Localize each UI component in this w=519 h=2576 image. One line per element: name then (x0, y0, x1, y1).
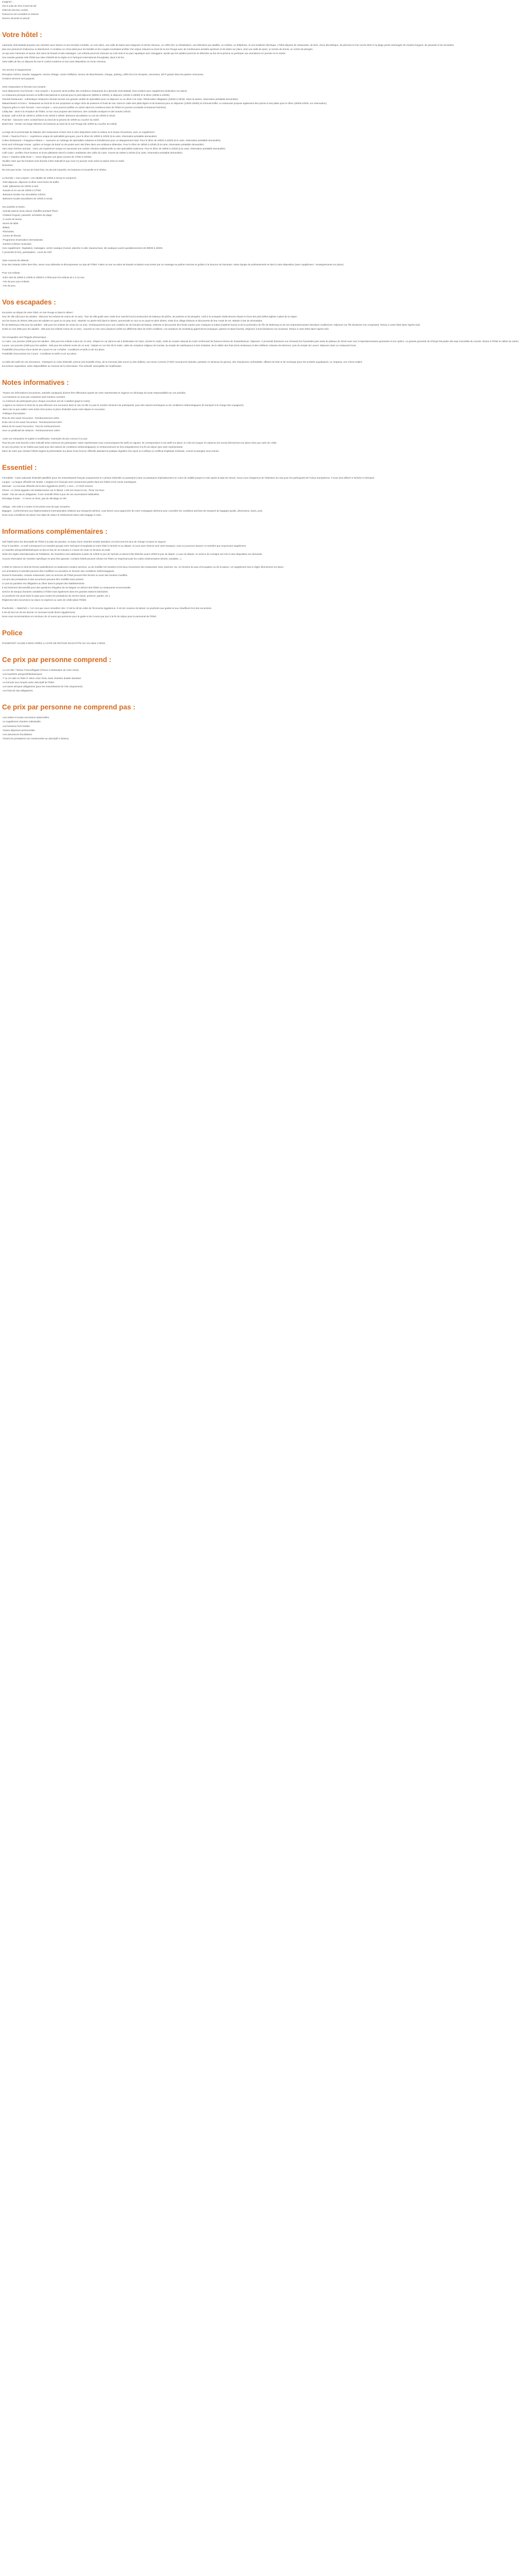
text-line: Tour de ville (3h) pour les adultes : 30€ pour les enfants de moins de 12 ans) : Tour de ville guidé avec visite d'un marché local (construction de bateaux de pêche, de poteries et de plongée). Arrêt à la mosquée Abdel Monem Riyad et d'une des plus belles églises coptes de la région. (2, 315, 298, 318)
text-line: Louxor, une journée (100€ pour les adultes - 50€ pour les enfants moins de 12 ans) : Départ en car très tôt le matin, visite du complexe religieux de Karnak, du temple de Hatshepsout à Deir el-Bahari, de la Vallée des Rois (trois tombeaux) et des célèbres colosses de Memnon, puis du temple de Louxor. Déjeuner dans un restaurant local. (2, 344, 356, 347)
text-line: Pour vos enfants : (2, 272, 22, 275)
intro-line: Service sécurisé et amical (2, 17, 30, 20)
excursions-content (2, 311, 519, 369)
text-line: Santé : Pas de vaccin obligatoire. Il est conseillé d'être à jour de vos vaccinations habituelles. (2, 493, 100, 496)
list-item: -Les transferts aéroport/hôtel/aéroport. (2, 673, 43, 676)
text-line: Voltage : 220 volts à 4 mains et les prises sont de type européen. (2, 505, 71, 509)
text-line: Possibilité d'excursions sur 2 jours : Conditions et tarifs à voir sur place. (2, 352, 77, 355)
text-line: -Grande piscine d'eau douce chauffée pendant l'hiver. (2, 209, 59, 212)
text-line: Climat : Le climat égyptien est méditerranéen sur le littoral. L'été est chaud et sec, l'hiver est doux. (2, 489, 105, 492)
text-line: Veuillez noter que les horaires sont donnés à titre indicatif et que vous n'y pouvez venir selon la saison et/ou le soleil. (2, 160, 125, 163)
paragraph (2, 476, 388, 501)
text-line: Labranda Club Makadi propose une chambre avec balcon et une terrasse meublée, un coin salon, une salle de bains avec baignoire et sèche-cheveux, un coffre-fort, la climatisation, une télévision par satellite, un minibar, un téléphone, et une bouilloire électrique. L'hôtel dispose de restaurants, de bars, d'une discothèque, de piscines et d'un accès direct à la plage privée aménagée de chaises longues, de parasols et de serviettes. (2, 44, 455, 47)
intro-line: Partout lui est considéré et réservé (2, 13, 39, 16)
text-line: -Politique d'annulation : (2, 412, 27, 415)
text-line: Ensuite, café et thé de 10h00 à 12h00 et de 15h00 à 18h00. Boissons alcoolisées ou non de 10h00 à minuit. (2, 114, 116, 117)
text-line: un spa avec hammam et sauna, des soins de beauté et des massages. Les enfants pourront s'amuser au mini-club et au parc aquatique avec toboggans, tandis que les adultes pourront se détendre au bar de la piscine ou participer aux animations en journée et en soirée. (2, 52, 286, 55)
text-line: Formalités : Carte nationale d'identité plastifiée (pour les ressortissants français uniquement) et 2 photos d'identité ou passeport (carte ou passeport impérativement en cours de validité jusqu'à 6 mois après la date de retour). Nous vous chargerons de l'obtention du visa pour les participants de l'Union Européenne. Il vous sera délivré à l'arrivée à l'aéroport. (2, 476, 375, 479)
text-line: Les animations et activités peuvent être modifiées ou annulées en fonction des conditions météorologiques. (2, 569, 115, 572)
text-line: Le pourboire est usuel dans le pays pour toutes les prestations de service (taxis, porteurs, guides, etc.). (2, 594, 111, 597)
paragraph (2, 311, 421, 331)
paragraph (2, 565, 388, 602)
intro-line: Imaginez ... (2, 1, 14, 3)
list-item: -Toutes dépenses personnelles. (2, 728, 36, 732)
paragraph (2, 437, 388, 453)
text-line: Selon les règles internationales de l'hôtellerie, les chambres sont attribuées à partir de 14h00 le jour de l'arrivée et doivent être libérées avant 12h00 le jour du départ. Le jour du départ, un service de consigne est mis à votre disposition sur demande. (2, 553, 263, 556)
paragraph (2, 505, 388, 517)
text-line: La large de la promenade de Makadi, des restaurants et bars sont à votre disposition selon la saison et le temps d'ouverture, avec un supplément : (2, 131, 156, 134)
list-item: -Les boissons hors forfaits. (2, 724, 30, 727)
section-title-price-includes: Ce prix par personne comprend : (2, 656, 112, 664)
text-line: Règlement des excursions sur place en espèces ou carte de crédit (dans l'hôtel). (2, 598, 87, 601)
text-line: Si une excursion ne se réalise pas (sauf pour des raisons de conditions météorologiques), le remboursement se fera intégralement à la fin du séjour (par votre représentant). (2, 445, 183, 448)
price-includes-list (2, 668, 388, 693)
list-item: -Les taxes aéroport obligatoires (pour les ressortissants de l'UE uniquement). (2, 685, 83, 688)
list-item: -Les frais de visa obligatoires. (2, 689, 33, 692)
text-line: Oriental Restaurant : Authentique restaurant oriental servant une grande variété de spécialités pour un déjeuner ou un dîner à la carte. Réservation obligatoire (10h00 à 22h30, selon la saison, réservation préalable demandée). (2, 97, 239, 100)
text-line: Pour des instants 100% bien-être, venez vous détendre et décompresser au Spa de l'hôtel. Faites un tour au salon de beauté et laissez-vous tenter par un massage au parfum enivrant et goûtez à la douceur du hammam. Notre équipe de professionnels se tient à votre disposition (avec supplément : renseignements sur place). (2, 263, 344, 266)
text-line: -Merci de ne pas oublier votre ticket d'excursion et pièce d'identité avant votre départ en excursion. (2, 408, 106, 411)
text-line: Makadi Beach Art Deco : Restaurant au bord de la mer proposant un large choix de poissons et fruits de mer. Dans le cadre des plats légers et de boissons pour un déjeuner (12h00-15h00) en formule buffet. Le restaurant propose également des pizzas et des pâtes pour le dîner (19h00-22h00, sur réservation). (2, 101, 327, 105)
text-line: -Liste non exhaustive et sujette à modification. Exemples de prix connus à ce jour. (2, 437, 88, 440)
section-title-hotel: Votre hôtel : (2, 31, 42, 39)
text-line: Votre table de lieu un dispose de tout le confort moderne et tout votre disposition un écran cheveux. (2, 60, 107, 63)
text-line: Le transfert aéroport/hôtel/aéroport se fait en bus de 40 minutes à 1 heure de route en fonction du trafic. (2, 549, 111, 552)
text-line: -Snacks et en-cas de 15h00 à 17h00. (2, 189, 42, 192)
text-line: Merci de noter que certains hôtels exigent la présentation sur place d'une licence officielle attestant la pratique régulière d'un sport ou à défaut un certificat d'aptitude médicale, comme la plongée sous-marine. (2, 449, 220, 452)
section-title-essential: Essentiel : (2, 463, 37, 471)
text-line: -Fléchettes. (2, 230, 14, 233)
text-line: Monnaie : La monnaie officielle est la livre égyptienne (EGP). 1 euro = 17 EGP environ. (2, 484, 94, 487)
intro (2, 0, 388, 21)
price-excludes-list (2, 716, 388, 740)
text-line: Décalage horaire : +1 heure en hiver, pas de décalage en été. (2, 497, 67, 500)
text-line: Il est de bon ton de les donner en monnaie locale (livres égyptiennes). (2, 611, 76, 614)
text-line: -L'agence se réserve le droit de ne pas effectuer une excursion dans le cas où elle n'a pas le nombre minimum de participants, pour des raisons techniques ou de conditions météorologiques (le transport à la charge des voyageurs). (2, 404, 244, 407)
text-line: Vos service et équipements : (2, 69, 32, 72)
text-line: Rock and roll Burger House : goûtez un burger de bœuf ou de poulet avec des frites dans une ambiance détendue. Pour le dîner de 18h00 à 22h00 (à la carte, réservation préalable demandée). (2, 143, 204, 146)
paragraph (2, 85, 388, 126)
paragraph (2, 391, 388, 432)
essential-content (2, 476, 388, 517)
paragraph (2, 43, 455, 64)
text-line: Avec un justificatif de médecin : Remboursement 100% (2, 429, 60, 432)
text-line: -Les boissons ne sont pas comprises sauf mention contraire. (2, 396, 66, 399)
text-line: -2 courts de tennis. (2, 217, 23, 221)
page (0, 0, 519, 741)
text-line: Votre moment de détente : (2, 259, 30, 262)
section-title-police: Police (2, 629, 23, 637)
text-line: Tous les prix sont donnés à titre indicatif selon minimum de participants. Notre représentant vous communiquera les tarifs en vigueur. Ils correspondent à nos tarifs sur place, le coût est à payer en espèces (en euros) directement sur place et/ou par carte de crédit. (2, 441, 277, 444)
text-line: Il est fortement déconseillé pour des questions d'hygiène de se baigner en dehors des hôtels ou restaurants recommandés. (2, 586, 131, 589)
text-line: Toujours grâce à votre formule « tout compris », vous pourrez profiter en soirée dans les nombreux bars de l'hôtel en journée (cocktails et boissons fraîches). (2, 106, 167, 109)
paragraph (2, 176, 388, 201)
paragraph (2, 68, 388, 80)
text-line: -Programme d'animation internationale. (2, 239, 44, 242)
text-line: Possibilité d'excursion d'une durée de 2 jours en car 4 étoiles : Conditions et tarifs à voir sur place. (2, 348, 105, 351)
list-item: -La formule tout compris selon descriptif de l'hôtel. (2, 681, 55, 684)
paragraph (2, 360, 388, 368)
text-line: Île de Mahmeya (75€ pour les adultes - 40€ pour les enfants de moins de 12 ans) : Embarquement pour une croisière de 45 minutes de bateau. Détente et découverte des fonds marins avec masques et tubas (matériel fourni) et de la profondeur de l'île de Mahmeya et de ses impressionnantes étendues coralliennes. Déjeuner sur l'île (boissons non comprises). Retour à votre hôtel dans l'après-midi. (2, 323, 421, 326)
text-line: Beach Bar : Siroter une large sélection de boissons au bord de la mer Rouge (de 10h00 au coucher du soleil). (2, 123, 117, 126)
text-line: Avec supplément : Équitation, massages, centre nautique (Canoë, planche à voile, banana-boat, ski nautique) ouvert quotidiennement de 09h00 à 18h00. (2, 247, 163, 250)
text-line: Durant le Ramadan, certains restaurants, bars ou services de l'hôtel peuvent être fermés ou avoir des horaires modifiés. (2, 573, 128, 577)
text-line: Lobby Bar : situé à la réception de l'hôtel, ce bar vous propose des boissons, des cocktails exotiques et des snacks 24h/24. (2, 110, 131, 113)
text-line: Yam Asian Kitchen and Bar : vivez une expérience unique en savourant une cuisine chinoise traditionnelle ou des spécialités indiennes. Pour le dîner de 19h00 à 22h00 (à la carte, réservation préalable demandée). (2, 147, 226, 150)
info-content (2, 540, 388, 619)
section-title-notes: Notes informatives : (2, 379, 69, 387)
text-line: Aucune réservation de chambre spécifique ne peut être garantie. Certains hôtels peuvent refuser les hôtes ne respectant pas les codes vestimentaires (shorts, sandales...). (2, 557, 182, 560)
text-line: Moins de 6H avant l'excursion : Pas de remboursement (2, 425, 60, 428)
list-item: -7 ou 14 nuits en hôtel 4* selon votre choix, base chambre double standard. (2, 677, 81, 680)
text-line: Greek « Taverna Porco » : expérience unique de spécialités grecques, pour le dîner de 19h00 à 22h00 (à la carte, réservation préalable demandée). (2, 135, 158, 138)
text-line: -Chaises longues, parasols, serviettes de plage. (2, 213, 53, 216)
text-line: Excursions organisées, selon disponibilités au moment de la réservation. Prix indicatif, susceptible de modification. (2, 365, 123, 368)
text-line: Pourboires : « Bakchich » ! Un mot que vous connaîtrez vite ! C'est la clé de voûte de l'économie égyptienne. Il est de coutume de laisser un pourboire aux guides et aux chauffeurs lors des excursions. (2, 606, 212, 609)
text-line: Sur les dunes du désert (40€ pour les adultes en quad ou en jeep 4x4) : Matinée ou après-midi dans le désert, promenade en 4x4 ou en quad en plein désert, visite d'un village bédouin et découverte de leur mode de vie. Balade à dos de dromadaire. (2, 319, 263, 322)
text-line: Plus de 24H avant l'excursion : Remboursement 100% (2, 416, 60, 419)
list-item: -Le supplément chambre individuelle. (2, 720, 42, 723)
text-line: Nous vous conseillons de placer tout objet de valeur et médicament dans votre bagage à main. (2, 514, 102, 517)
text-line: Café Cairo : profitez d'une boisson et d'une pâtisserie dans la chaleur arabisante des cafés du Caire. Ouvert de 16h00 à 22h30 (à la carte, réservation préalable demandée). (2, 151, 183, 155)
text-line: À proximité (6 km), participation : cours de Golf. (2, 251, 53, 254)
text-line: Sortie en mer (50€ pour les adultes - 25€ pour les enfants moins de 12 ans) : Journée en mer avec plusieurs arrêts sur différents sites de récifs coralliens. Les amateurs de snorkeling apprécieront (masques, palmes et tubas fournis). Déjeuner à bord (boissons non incluses). Retour à votre hôtel dans l'après-midi. (2, 327, 330, 330)
text-line: Pour le transfert : Le tarif correspond à un transfert groupé entre l'aéroport d'Hurghada et votre hôtel à l'arrivée et au départ. Si vous avez réservé seul votre transport, nous ne pourrons assurer ce transfert que moyennant supplément. (2, 545, 247, 548)
text-line: -Petit déjeuner, déjeuner et dîner sous forme de buffet. (2, 180, 60, 183)
text-line: Le Caire, une journée (100€ pour les adultes - 50€ pour les enfants moins de 12 ans) : Départ en car dans la nuit à destination du Caire, arrivée le matin, visite du musée national du Caire renfermant les fameux trésors de Toutankhamon. Déjeuner. À proximité (boissons non incluses) les Pyramides puis visite du plateau de Gizeh avec ses 3 impressionnantes pyramides et son sphinx. La grande pyramide de Khéops fait partie des sept merveilles du monde. Retour à l'hôtel en début de soirée. (2, 340, 519, 343)
text-line: Vous déjeunerez à la formule « tout compris » et pourrez ainsi profiter des nombreux restaurants du Labranda Club Makadi, dont certains avec supplément (indication sur place). (2, 89, 188, 92)
text-line: Cobeo Restaurant « Pasgama Indiana » : savourez un mélange de spécialités cubaines et brésiliennes pour un dépaysement total. Pour le dîner de 19h00 à 22h00 (à la carte, réservation préalable demandée). (2, 139, 221, 142)
text-line: -Le minimum de participants pour chaque excursion est de 4 adultes (payé le Caire). (2, 400, 91, 403)
text-line: Vos activités et loisirs : (2, 205, 26, 208)
paragraph (2, 130, 388, 172)
section-title-price-excludes: Ce prix par personne ne comprend pas : (2, 703, 135, 711)
text-line: Nouveaux : (2, 164, 14, 167)
text-line: -Billard. (2, 226, 10, 229)
paragraph (2, 271, 388, 287)
text-line: Entre 24H et 6H avant l'excursion : Remboursement 50% (2, 420, 62, 423)
text-line: Une navette gratuite relie l'hôtel aux sites d'intérêt de la région et à l'aéroport international d'Hurghada, situé à 30 km. (2, 56, 125, 59)
list-item: -Les visites et toutes excursions optionnelles. (2, 716, 50, 719)
text-line: -Boissons locales alcoolisées de 10h00 à minuit. (2, 197, 53, 200)
text-line: Ne sont pas inclus : les jus de fruits frais, les alcools importés, les boissons en bouteille et le shisha. (2, 168, 107, 171)
text-line: -Café, pâtisseries de 10h00 à midi. (2, 184, 39, 188)
intro-line: Hôtel de très bon confort (2, 9, 28, 12)
list-item: -Toutes les prestations non mentionnées au descriptif ci-dessus. (2, 737, 70, 740)
text-line: -Aire de jeux. (2, 284, 16, 287)
text-line: Au-delà des tarifs de ces escursions : Passeport ou carte d'identité, prévoir une bouteille d'eau, de la monnaie (des euros ou des dollars), une tenue correcte (T-shirt couvrant les épaules, pantalon en dessous du genou), des chaussures confortables, affaires de bain et de rechange (pour les activités aquatiques), un chapeau, une crème solaire. (2, 361, 363, 364)
paragraph (2, 606, 388, 619)
text-line: Réception 24h/24, navette, bagagerie, service d'étage, centre d'affaires, service de blanchisserie, change, parking, coffre-fort à la réception, ascenseur, Wi-Fi gratuit dans les parties communes. (2, 73, 204, 76)
text-line: plus son personnel chaleureux et attentionné, il constitue un choix idéal pour les familles et les couples souhaitant profiter d'un séjour relaxant au bord de la mer Rouge avec de nombreuses activités sportives et de loisirs sur place, dont une salle de sport, un terrain de tennis, un centre de plongée, (2, 48, 314, 51)
text-line: -Soirées à thème musicales. (2, 243, 32, 246)
section-title-excursions: Vos escapades : (2, 298, 56, 306)
police-text: PASSEPORT VALIDE 6 MOIS APRÈS LA DATE DE RETOUR EN EGYPTE OU VALABLE 3 MOIS (2, 642, 106, 645)
text-line: Service de banque (horaires variables) à l'hôtel mais également dans les grandes stations balnéaires. (2, 590, 109, 593)
text-line: Les prix des prestations et des excursions peuvent être modifiés sans préavis. (2, 578, 84, 581)
text-line: -Aire de jeux pour enfants. (2, 280, 30, 283)
text-line: Bagages : conformément aux règlementations internationales relatives aux transports aériens, vous devez vous rapprocher de votre compagnie aérienne pour connaître les conditions précises de transport de bagages (poids, dimensions, taxes, prix). (2, 510, 263, 513)
intro-line: Vos 8 nuits de rêve à bord de Nil (2, 5, 37, 8)
text-line: Pool Bar : Savourez votre cocktail favori au bord de la piscine de 10h00 au coucher du soleil. (2, 118, 99, 121)
paragraph (2, 205, 388, 255)
text-line: Gioco « Giardino della Rose » : venez déguster une glace (ouvert de 17h00 à 22h00). (2, 156, 92, 159)
paragraph (2, 335, 519, 356)
list-item: -Les assurances facultatives. (2, 733, 33, 736)
text-line: -Boissons locales non alcoolisées 24h/24. (2, 193, 46, 196)
list-item: -Le vol Aller / Retour France/Égypte (France à destination de votre choix). (2, 669, 79, 672)
text-line: La formule « tout compris » est valable de 10h00 à minuit et comprend : (2, 176, 78, 179)
text-line: -Centre de fitness. (2, 234, 22, 238)
text-line: Langue : La langue officielle est l'arabe. L'anglais et le français sont couramment parlés dans les hôtels et les zones touristiques. (2, 480, 137, 483)
text-line: Vos escapades vers l'Égypte pharaonique : (2, 335, 47, 338)
paragraph (2, 259, 388, 267)
text-line: -Toutes vos informations (excursions, activités nautiques) doivent être effectuées auprès de votre représentant et l'agence en décharge de toute responsabilité sur ces activités. (2, 392, 186, 395)
text-line: -tennis de table. (2, 222, 19, 225)
text-line: Tarif établi selon les descriptifs de l'hôtel à la date de parution, en base d'une chambre double standard, et inclut tous les taux de change et taxes en vigueur. (2, 540, 166, 544)
text-line: Certains services sont payants. (2, 77, 35, 80)
text-line: Nous vous recommandons en minimum de 10 euros par personne pour le guide et de 3 euros par jour à la fin du séjour pour le personnel de l'hôtel. (2, 615, 157, 618)
paragraph (2, 540, 388, 561)
text-line: Le port du pantalon est obligatoire au dîner dans la plupart des établissements. (2, 582, 85, 585)
text-line: -Kid's club de 10h00 à 12h00 et 15h00 à 17h00 pour les enfants de 4 à 12 ans. (2, 276, 85, 279)
text-line: Le restaurant principal servant un buffet international et oriental pour le petit déjeuner (06h00 à 10h00), le déjeuner (12h00 à 15h00) et le dîner (18h30 à 22h00). (2, 93, 170, 96)
text-line: Excursion au départ de votre hôtel, en mer Rouge et dans le désert : (2, 311, 74, 314)
section-title-info: Informations complémentaires : (2, 528, 108, 536)
hotel-content (2, 43, 455, 287)
text-line: Votre restauration et formule tout compris : (2, 85, 47, 88)
text-line: L'hôtel se réserve le droit de fermer partiellement ou totalement certains services, ou de modifier les horaires et les lieux d'ouverture des restaurants, bars, piscines, etc. en fonction du taux d'occupation ou de la saison. Un supplément sera à régler directement sur place. (2, 565, 284, 568)
notes-content (2, 391, 388, 453)
